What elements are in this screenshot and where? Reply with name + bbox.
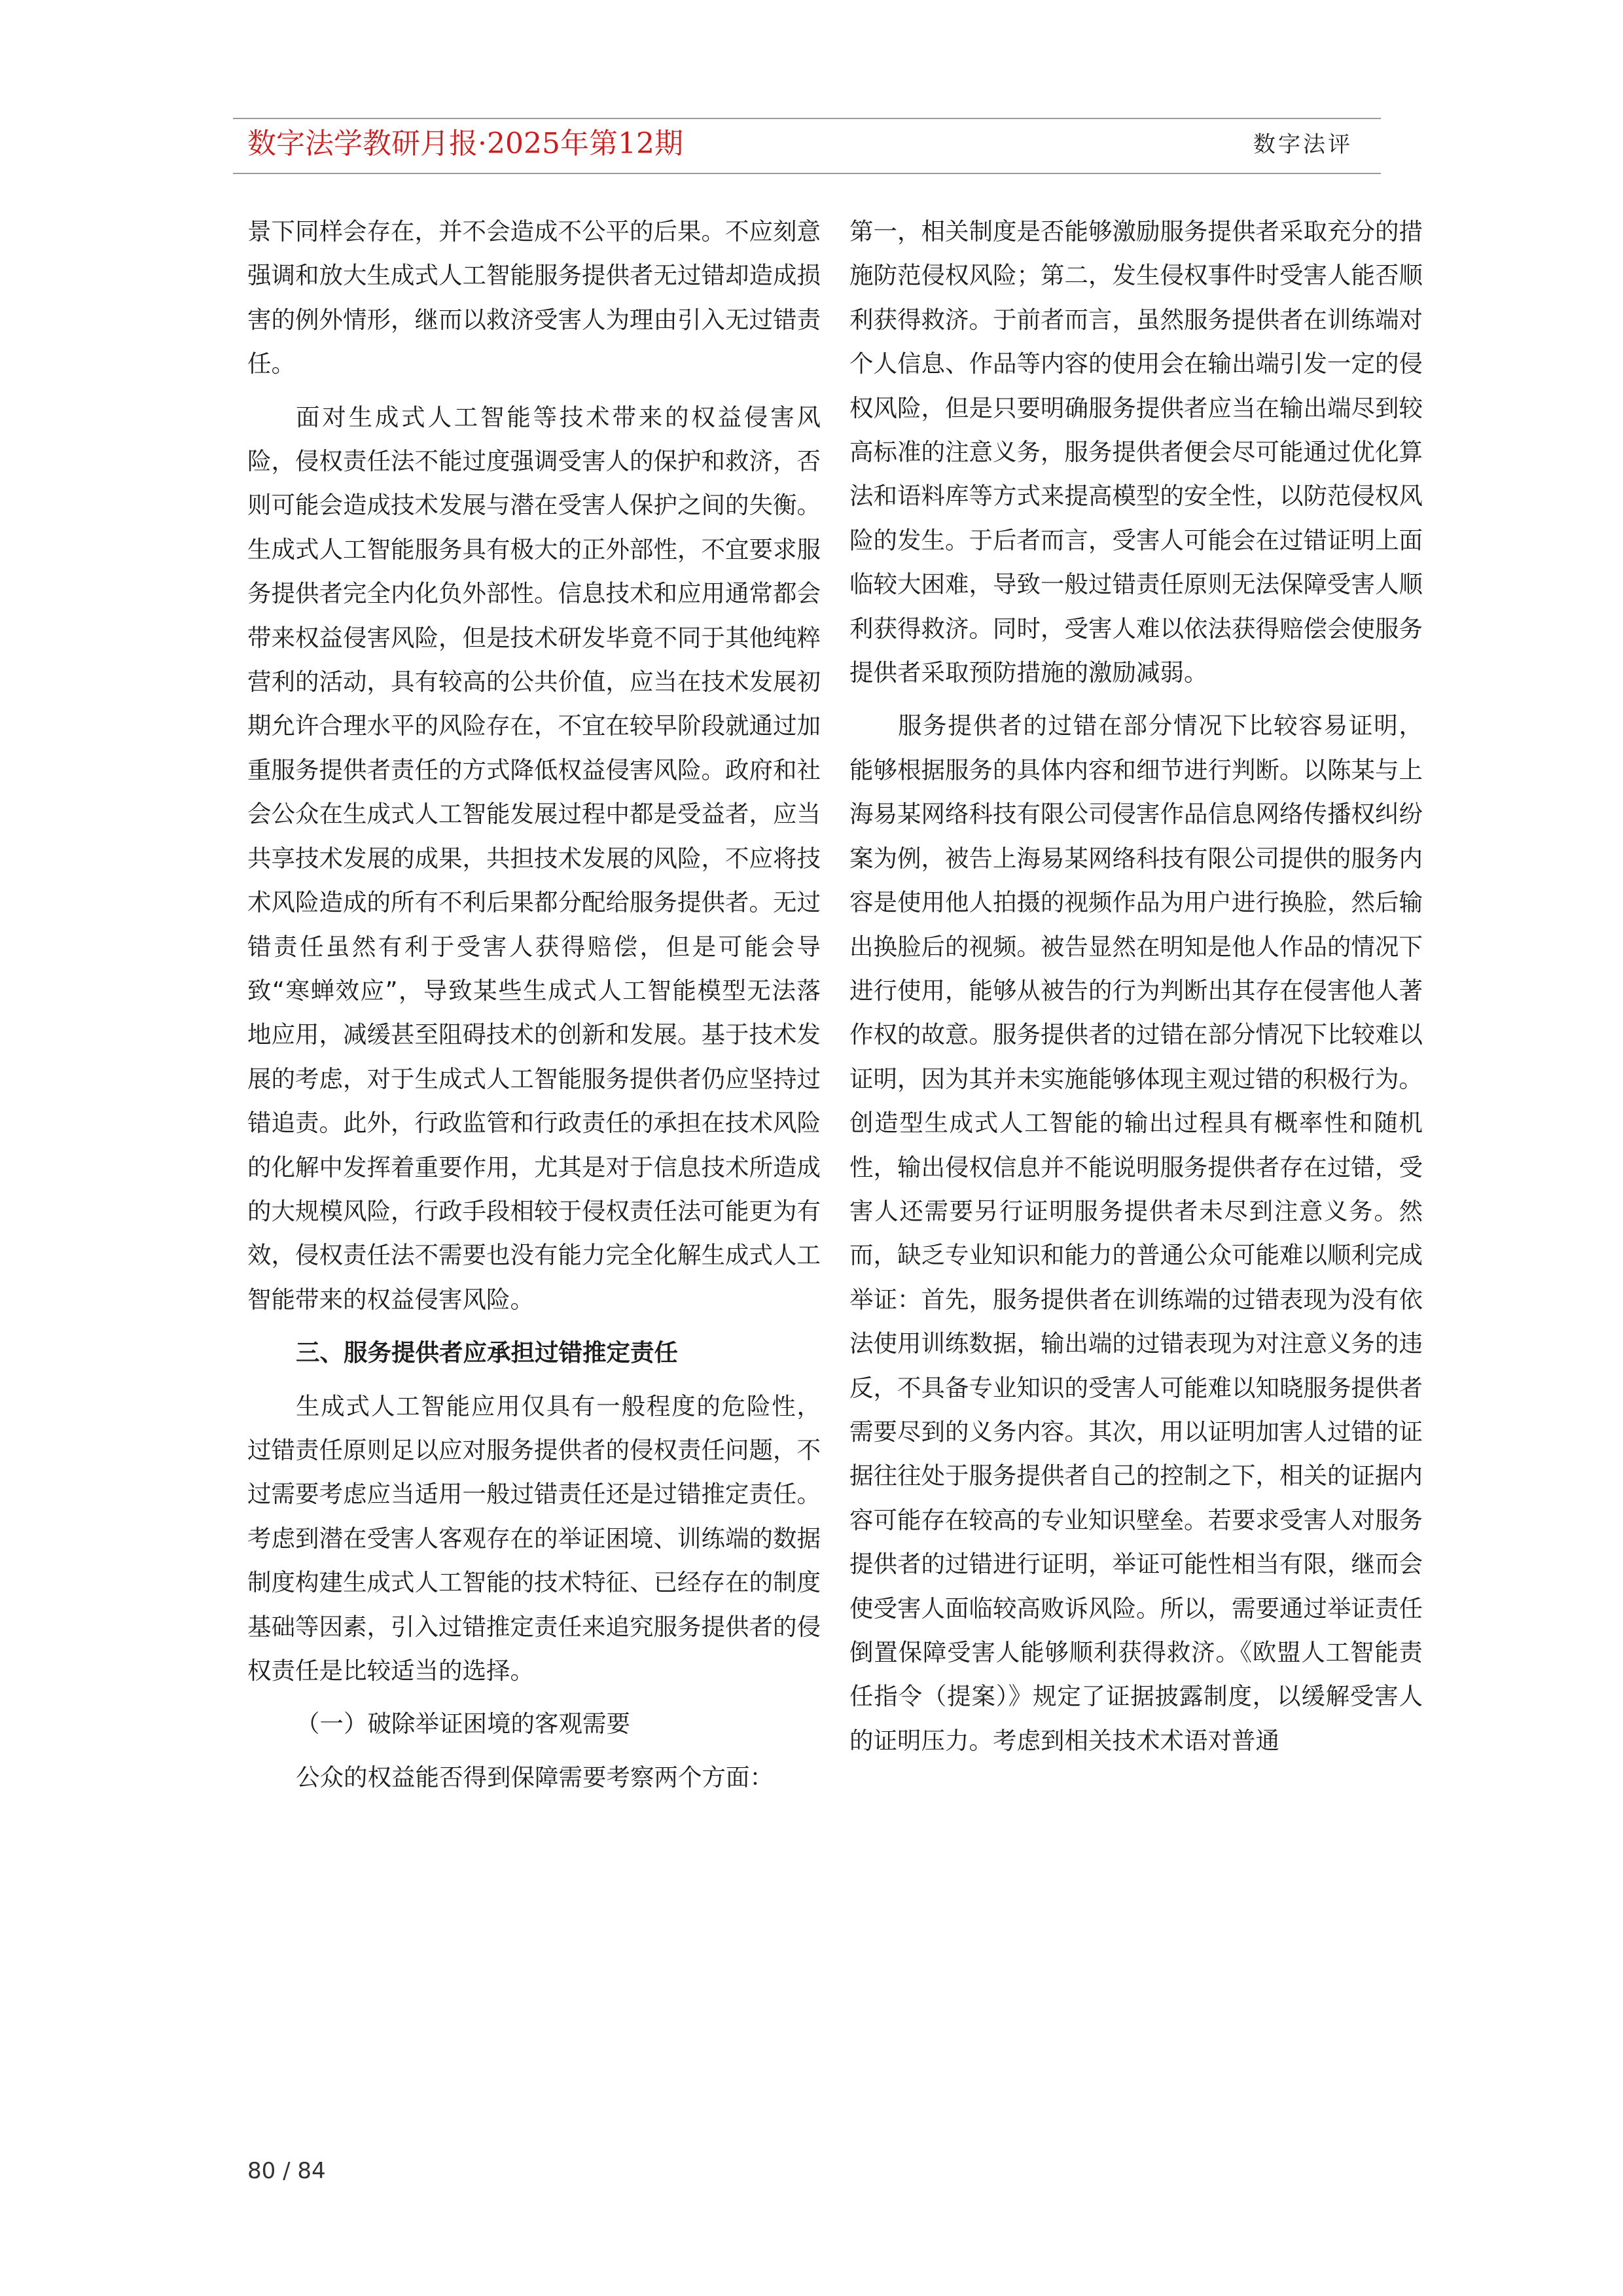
paragraph: 景下同样会存在，并不会造成不公平的后果。不应刻意强调和放大生成式人工智能服务提供者无过错却造成损害的例外情形，继而以救济受害人为理由引入无过错责任。 (247, 217, 821, 378)
paragraph: 面对生成式人工智能等技术带来的权益侵害风险，侵权责任法不能过度强调受害人的保护和救济，否则可能会造成技术发展与潜在受害人保护之间的失衡。生成式人工智能服务具有极大的正外部性，不宜要求服务提供者完全内化负外部性。信息技术和应用通常都会带来权益侵害风险，但是技术研发毕竟不同于其他纯粹营利的活动，具有较高的公共价值，应当在技术发展初期允许合理水平的风险存在，不宜在较早阶段就通过加重服务提供者责任的方式降低权益侵害风险。政府和社会公众在生成式人工智能发展过程中都是受益者，应当共享技术发展的成果，共担技术发展的风险，不应将技术风险造成的所有不利后果都分配给服务提供者。无过错责任虽然有利于受害人获得赔偿，但是可能会导致“寒蝉效应”，导致某些生成式人工智能模型无法落地应用，减缓甚至阻碍技术的创新和发展。基于技术发展的考虑，对于生成式人工智能服务提供者仍应坚持过错追责。此外，行政监管和行政责任的承担在技术风险的化解中发挥着重要作用，尤其是对于信息技术所造成的大规模风险，行政手段相较于侵权责任法可能更为有效，侵权责任法不需要也没有能力完全化解生成式人工智能带来的权益侵害风险。 (247, 403, 821, 1314)
subsection-heading: （一）破除举证困境的客观需要 (296, 1710, 630, 1738)
right-column (849, 209, 1423, 1763)
journal-title: 数字法学教研月报·2025年第12期 (247, 127, 683, 160)
paragraph: 服务提供者的过错在部分情况下比较容易证明，能够根据服务的具体内容和细节进行判断。以陈某与上海易某网络科技有限公司侵害作品信息网络传播权纠纷案为例，被告上海易某网络科技有限公司提供的服务内容是使用他人拍摄的视频作品为用户进行换脸，然后输出换脸后的视频。被告显然在明知是他人作品的情况下进行使用，能够从被告的行为判断出其存在侵害他人著作权的故意。服务提供者的过错在部分情况下比较难以证明，因为其并未实施能够体现主观过错的积极行为。创造型生成式人工智能的输出过程具有概率性和随机性，输出侵权信息并不能说明服务提供者存在过错，受害人还需要另行证明服务提供者未尽到注意义务。然而，缺乏专业知识和能力的普通公众可能难以顺利完成举证：首先，服务提供者在训练端的过错表现为没有依法使用训练数据，输出端的过错表现为对注意义务的违反，不具备专业知识的受害人可能难以知晓服务提供者需要尽到的义务内容。其次，用以证明加害人过错的证据往往处于服务提供者自己的控制之下，相关的证据内容可能存在较高的专业知识壁垒。若要求受害人对服务提供者的过错进行证明，举证可能性相当有限，继而会使受害人面临较高败诉风险。所以，需要通过举证责任倒置保障受害人能够顺利获得救济。《欧盟人工智能责任指令（提案）》规定了证据披露制度，以缓解受害人的证明压力。考虑到相关技术术语对普通 (849, 711, 1423, 1755)
left-column (247, 209, 821, 1799)
section-name: 数字法评 (1253, 132, 1353, 158)
header-top-rule (233, 118, 1381, 119)
page-number: 80 / 84 (247, 2158, 326, 2184)
paragraph: 公众的权益能否得到保障需要考察两个方面： (296, 1763, 774, 1791)
section-heading: 三、服务提供者应承担过错推定责任 (296, 1338, 678, 1367)
paragraph: 第一，相关制度是否能够激励服务提供者采取充分的措施防范侵权风险；第二，发生侵权事件时受害人能否顺利获得救济。于前者而言，虽然服务提供者在训练端对个人信息、作品等内容的使用会在输出端引发一定的侵权风险，但是只要明确服务提供者应当在输出端尽到较高标准的注意义务，服务提供者便会尽可能通过优化算法和语料库等方式来提高模型的安全性，以防范侵权风险的发生。于后者而言，受害人可能会在过错证明上面临较大困难，导致一般过错责任原则无法保障受害人顺利获得救济。同时，受害人难以依法获得赔偿会使服务提供者采取预防措施的激励减弱。 (849, 217, 1423, 687)
paragraph: 生成式人工智能应用仅具有一般程度的危险性，过错责任原则足以应对服务提供者的侵权责任问题，不过需要考虑应当适用一般过错责任还是过错推定责任。考虑到潜在受害人客观存在的举证困境、训练端的数据制度构建生成式人工智能的技术特征、已经存在的制度基础等因素，引入过错推定责任来追究服务提供者的侵权责任是比较适当的选择。 (247, 1391, 821, 1685)
header-bottom-rule (233, 173, 1381, 174)
